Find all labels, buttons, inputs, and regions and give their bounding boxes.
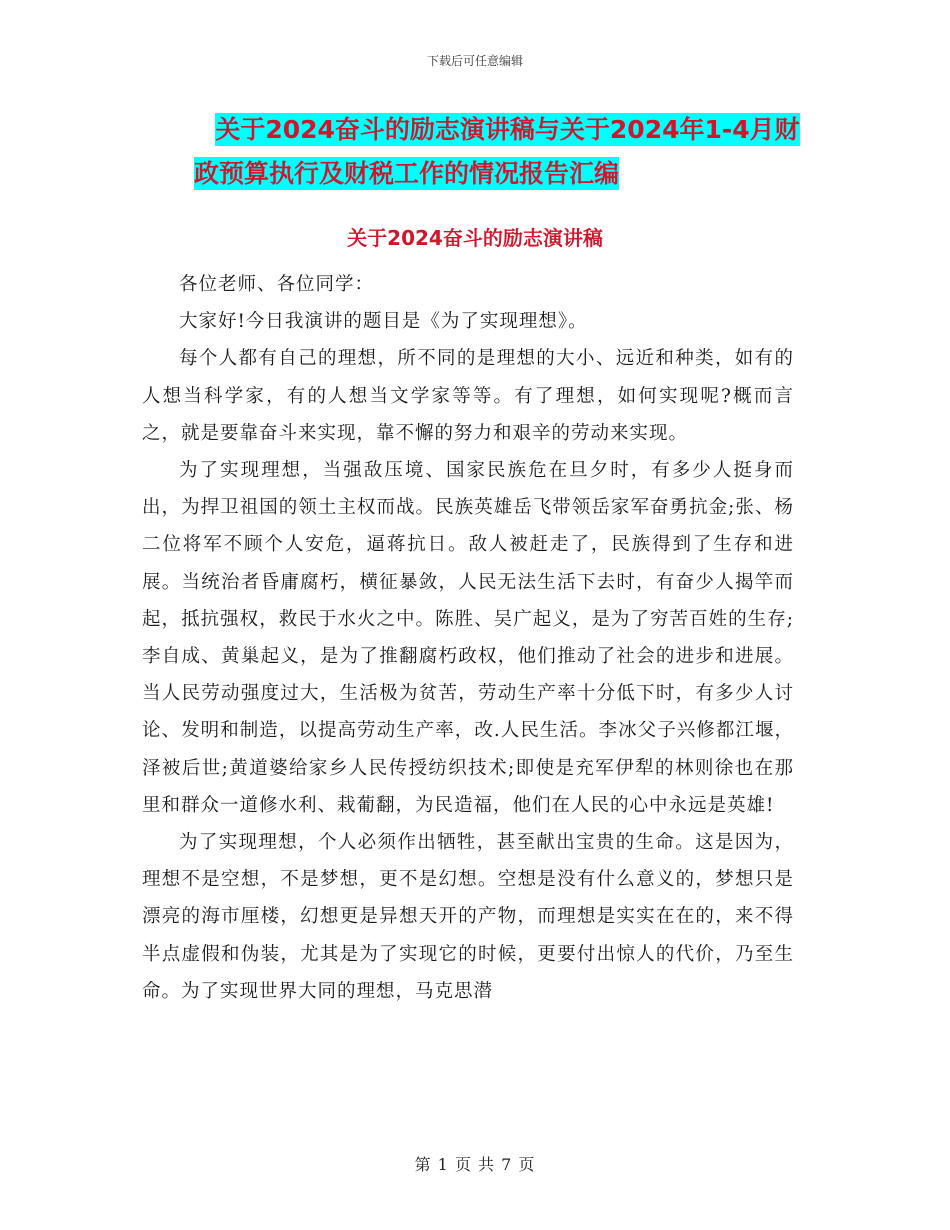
paragraph: 为了实现理想，个人必须作出牺牲，甚至献出宝贵的生命。这是因为，理想不是空想，不是梦想，更不是幻想。空想是没有什么意义的，梦想只是漂亮的海市厘楼，幻想更是异想天开的产物，而理想是实实在在的，来不得半点虚假和伪装，尤其是为了实现它的时候，更要付出惊人的代价，乃至生命。为了实现世界大同的理想，马克思潜 [142,832,794,1002]
paragraph: 大家好!今日我演讲的题目是《为了实现理想》。 [179,311,588,333]
document-body [142,266,794,1010]
page-footer: 第 1 页 共 7 页 [414,1155,536,1174]
title-line-1-text: 关于2024奋斗的励志演讲稿与关于2024年1-4月财 [215,115,800,144]
section-title: 关于2024奋斗的励志演讲稿 [347,226,603,250]
title-line-2 [140,152,820,196]
paragraph: 为了实现理想，当强敌压境、国家民族危在旦夕时，有多少人挺身而出，为捍卫祖国的领土主权而战。民族英雄岳飞带领岳家军奋勇抗金;张、杨二位将军不顾个人安危，逼蒋抗日。敌人被赶走了，民族得到了生存和进展。当统治者昏庸腐朽，横征暴敛，人民无法生活下去时，有奋少人揭竿而起，抵抗强权，救民于水火之中。陈胜、吴广起义，是为了穷苦百姓的生存;李自成、黄巢起义，是为了推翻腐朽政权，他们推动了社会的进步和进展。当人民劳动强度过大，生活极为贫苦，劳动生产率十分低下时，有多少人讨论、发明和制造，以提高劳动生产率，改.人民生活。李冰父子兴修都江堰，泽被后世;黄道婆给家乡人民传授纺织技术;即使是充军伊犁的林则徐也在那里和群众一道修水利、栽葡翻，为民造福，他们在人民的心中永远是英雄! [142,460,794,816]
paragraph: 各位老师、各位同学： [179,274,375,295]
paragraph: 每个人都有自己的理想，所不同的是理想的大小、远近和种类，如有的人想当科学家，有的人想当文学家等等。有了理想，如何实现呢?概而言之，就是要靠奋斗来实现，靠不懈的努力和艰辛的劳动来实现。 [142,348,794,444]
page-header: 下载后可任意编辑 [426,54,523,68]
document-title [140,108,820,196]
title-line-1 [140,108,820,152]
title-line-2-text: 政预算执行及财税工作的情况报告汇编 [194,159,620,188]
